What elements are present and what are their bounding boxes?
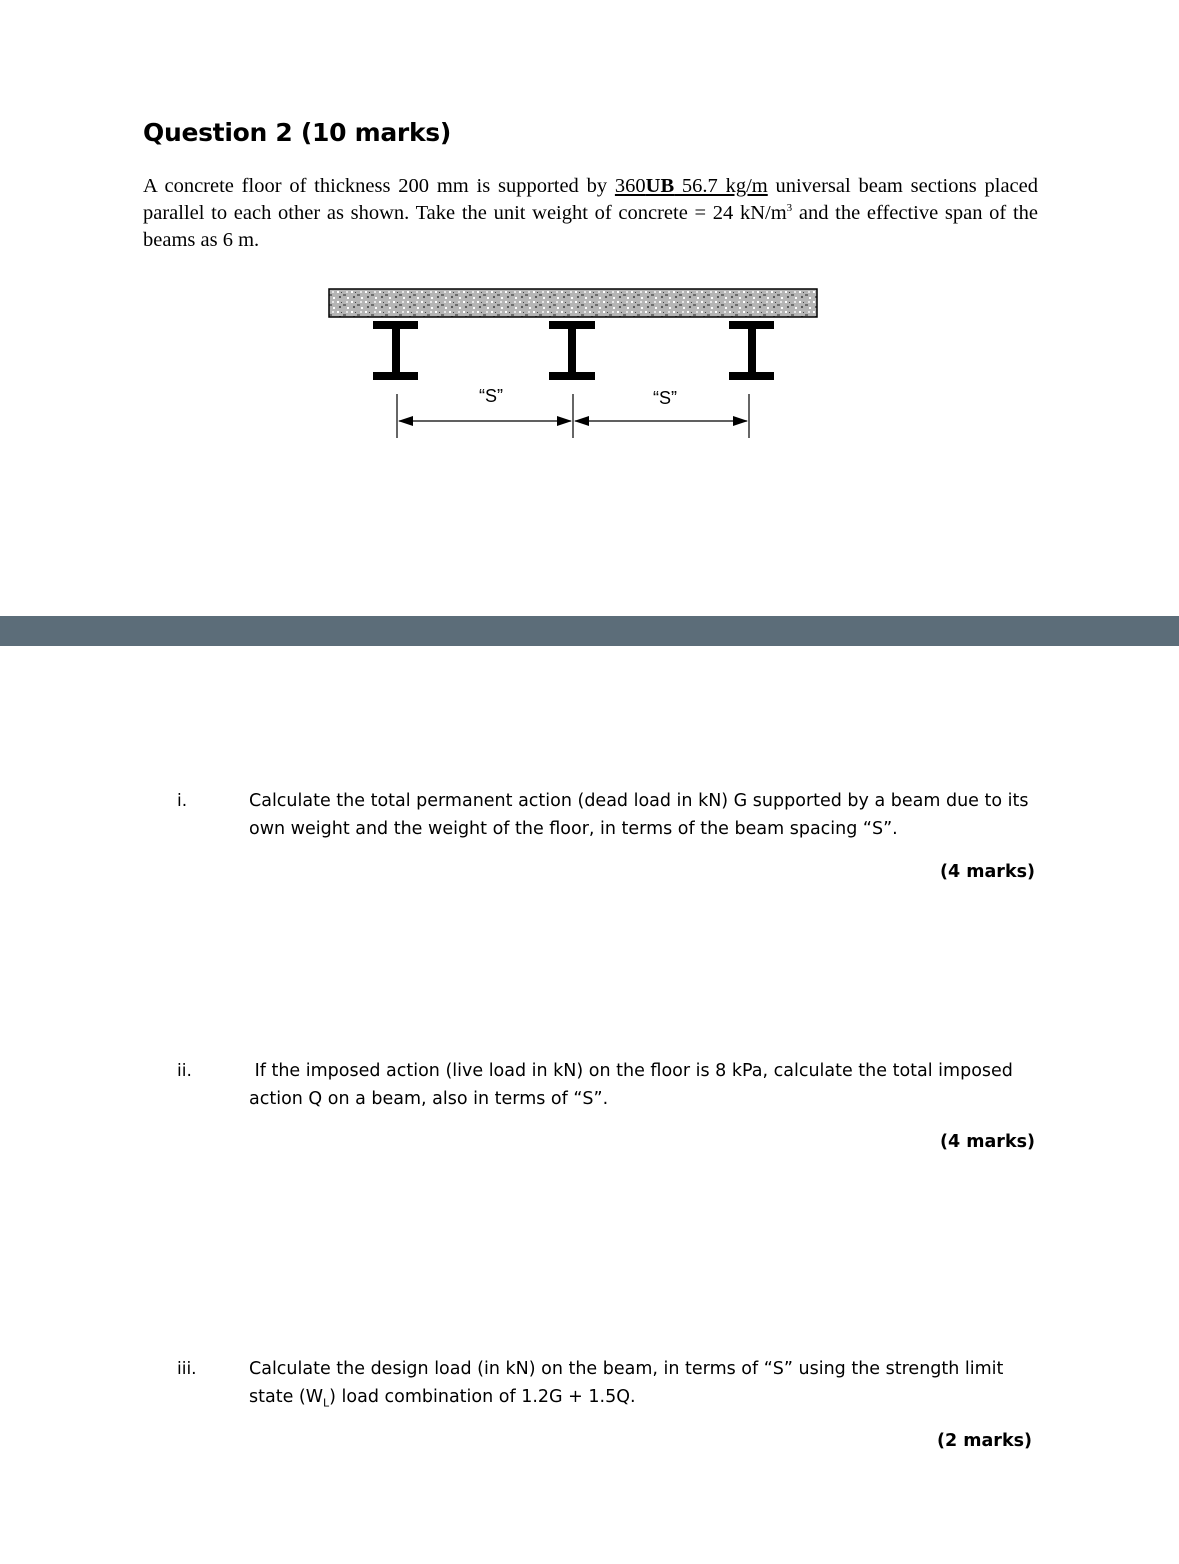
question-intro: A concrete floor of thickness 200 mm is supported by 360UB 56.7 kg/m universal beam sections placed parallel to each other as shown. Take the unit weight of concrete = 24 $kN/m^3$ and the effective span of the beams as 6 m. — [143, 175, 1038, 251]
spacing-label-1: “S” — [479, 386, 503, 406]
question-title: Question 2 (10 marks) — [143, 118, 451, 147]
part-iii-marks: (2 marks) — [937, 1431, 1032, 1451]
i-beam-right — [729, 321, 774, 380]
part-i-number: i. — [177, 791, 188, 811]
page-divider — [0, 616, 1179, 646]
floor-beam-diagram — [0, 0, 1179, 616]
spacing-label-2: “S” — [653, 388, 677, 408]
concrete-slab — [329, 289, 817, 317]
part-ii-marks: (4 marks) — [940, 1132, 1035, 1152]
part-iii-text: Calculate the design load (in kN) on the beam, in terms of “S” using the strength limit state $(W_L)$ load combination of 1.2G + 1.5Q. — [249, 1359, 1004, 1410]
i-beam-middle — [549, 321, 595, 380]
part-i-text: Calculate the total permanent action (dead load in kN) G supported by a beam due to its own weight and the weight of the floor, in terms of the beam spacing “S”. — [249, 791, 1029, 839]
part-ii-number: ii. — [177, 1061, 192, 1081]
part-ii-text: If the imposed action (live load in kN) on the floor is 8 kPa, calculate the total imposed action Q on a beam, also in terms of “S”. — [249, 1061, 1019, 1109]
i-beam-left — [373, 321, 418, 380]
part-i-marks: (4 marks) — [940, 862, 1035, 882]
part-iii-number: iii. — [177, 1359, 197, 1379]
beam-section-designation: 360UB 56.7 kg/m — [614, 175, 768, 197]
dimension-lines — [397, 394, 749, 438]
